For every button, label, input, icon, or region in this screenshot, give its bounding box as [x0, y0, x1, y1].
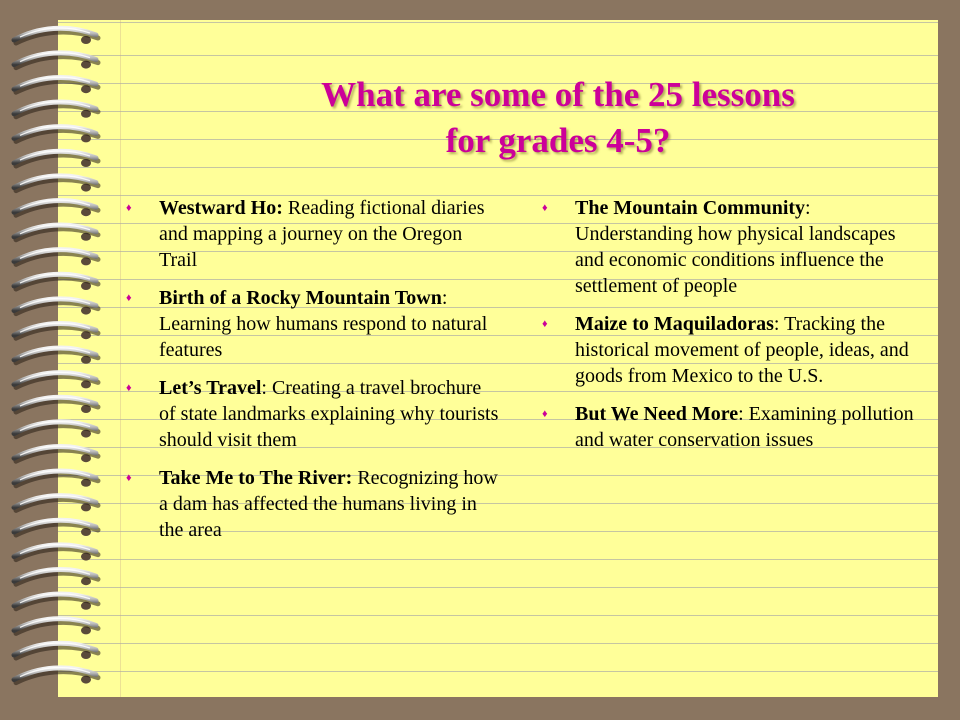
diamond-bullet-icon: ♦ — [542, 408, 548, 420]
ring-icon — [14, 569, 98, 585]
ring-icon — [14, 126, 98, 142]
lesson-description: Recognizing how a dam has affected the humans living in the area — [159, 467, 498, 541]
ring-icon — [14, 471, 98, 487]
list-item — [124, 285, 502, 363]
lesson-title: Take Me to The River: — [159, 467, 353, 489]
lesson-description: : Learning how humans respond to natural features — [159, 287, 488, 361]
ring-icon — [14, 446, 98, 462]
ring-icon — [14, 397, 98, 413]
list-item — [540, 401, 915, 453]
ring-icon — [14, 274, 98, 290]
ring-icon — [14, 102, 98, 118]
ring-icon — [14, 520, 98, 536]
ring-icon — [14, 643, 98, 659]
lesson-description: Reading fictional diaries and mapping a journey on the Oregon Trail — [159, 197, 485, 271]
lesson-title: Maize to Maquiladoras — [575, 313, 774, 335]
lesson-description: : Understanding how physical landscapes and economic conditions influence the settlement of people — [575, 197, 896, 297]
ring-icon — [14, 299, 98, 315]
diamond-bullet-icon: ♦ — [126, 202, 132, 214]
lesson-title: Westward Ho: — [159, 197, 283, 219]
slide-title — [178, 72, 938, 164]
diamond-bullet-icon: ♦ — [126, 472, 132, 484]
ring-icon — [14, 249, 98, 265]
lesson-title: Let’s Travel — [159, 377, 262, 399]
diamond-bullet-icon: ♦ — [542, 202, 548, 214]
ring-icon — [14, 323, 98, 339]
ring-icon — [14, 668, 98, 684]
list-item — [540, 311, 915, 389]
diamond-bullet-icon: ♦ — [126, 382, 132, 394]
ring-icon — [14, 28, 98, 44]
lesson-description: : Tracking the historical movement of people, ideas, and goods from Mexico to the U.S. — [575, 313, 909, 387]
ring-icon — [14, 200, 98, 216]
ring-icon — [14, 225, 98, 241]
ring-icon — [14, 422, 98, 438]
lessons-left-column — [124, 195, 502, 555]
list-item — [124, 195, 502, 273]
lesson-title: Birth of a Rocky Mountain Town — [159, 287, 442, 309]
diamond-bullet-icon: ♦ — [542, 318, 548, 330]
ring-icon — [14, 348, 98, 364]
list-item — [124, 375, 502, 453]
ring-icon — [14, 372, 98, 388]
lesson-title: But We Need More — [575, 403, 739, 425]
title-line-2: for grades 4-5? — [445, 121, 671, 160]
ring-icon — [14, 618, 98, 634]
lesson-description: : Examining pollution and water conservation issues — [575, 403, 914, 451]
diamond-bullet-icon: ♦ — [126, 292, 132, 304]
lessons-right-column — [540, 195, 915, 465]
list-item — [540, 195, 915, 299]
spiral-binding-icon — [0, 0, 110, 720]
ring-icon — [14, 495, 98, 511]
ring-icon — [14, 545, 98, 561]
lesson-title: The Mountain Community — [575, 197, 806, 219]
ring-icon — [14, 176, 98, 192]
ring-icon — [14, 53, 98, 69]
ring-icon — [14, 594, 98, 610]
list-item — [124, 465, 502, 543]
ring-icon — [14, 151, 98, 167]
title-line-1: What are some of the 25 lessons — [321, 75, 795, 114]
lesson-description: : Creating a travel brochure of state landmarks explaining why tourists should visit them — [159, 377, 499, 451]
ring-icon — [14, 77, 98, 93]
